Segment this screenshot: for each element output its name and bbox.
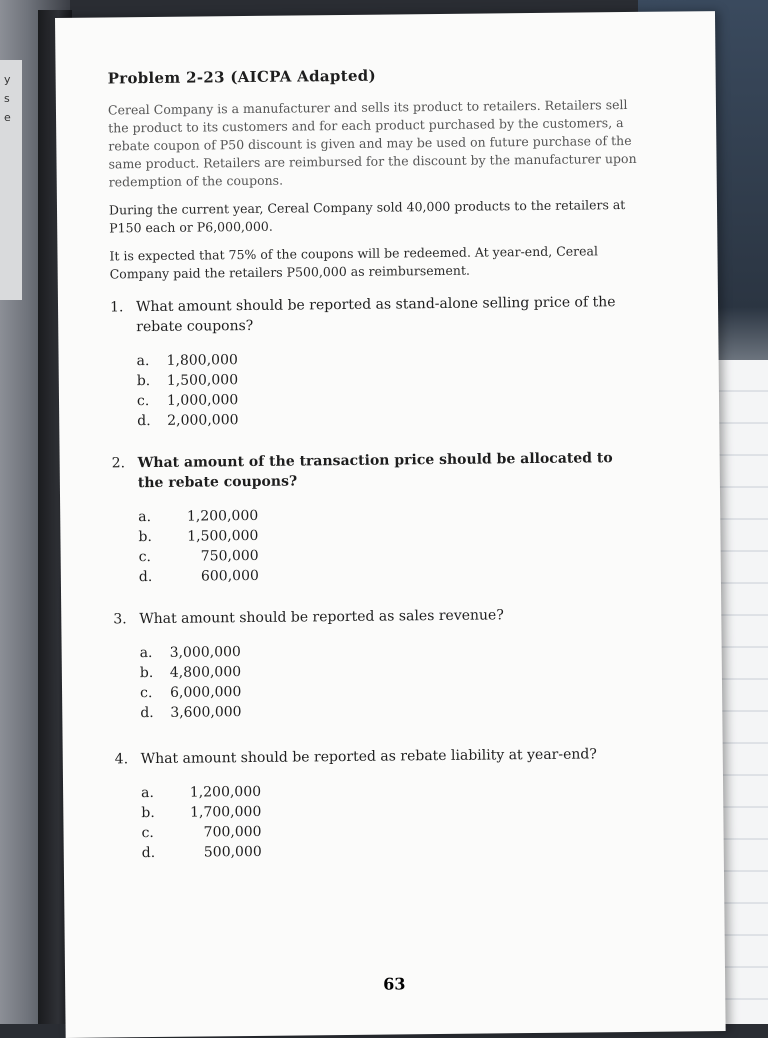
book-page (55, 11, 726, 1038)
choice-letter: b. (138, 529, 152, 546)
choice-value: 500,000 (203, 843, 262, 861)
question-text: What amount should be reported as rebate liability at year-end? (140, 746, 597, 768)
choice-letter: a. (141, 785, 155, 802)
question-text: What amount should be reported as sales revenue? (139, 607, 504, 628)
choice-letter: d. (141, 844, 156, 862)
question-number: 4. (114, 751, 129, 768)
choice-value: 1,200,000 (189, 783, 262, 801)
choice-list (140, 638, 645, 723)
choice-letter: c. (136, 393, 150, 410)
choice-letter: c. (141, 825, 154, 842)
choice-value: 700,000 (203, 823, 262, 841)
question-4 (115, 744, 646, 864)
question-1 (110, 292, 641, 432)
choice-value: 6,000,000 (169, 684, 242, 701)
choice-value: 1,200,000 (186, 507, 259, 525)
choice-value: 4,800,000 (169, 664, 242, 681)
choice-list (138, 502, 643, 587)
question-2 (112, 448, 643, 588)
adjacent-page-text: y s e (4, 73, 11, 124)
choice-value: 2,000,000 (167, 412, 239, 429)
choice-list (141, 778, 646, 863)
choice-value: 600,000 (200, 567, 259, 585)
choice-letter: b. (139, 665, 154, 682)
choice-value: 750,000 (200, 547, 259, 565)
choice-value: 1,500,000 (166, 372, 239, 389)
choice-list (136, 346, 641, 431)
choice-letter: c. (138, 549, 152, 566)
page-number: 63 (383, 974, 406, 994)
choice-letter: c. (139, 685, 153, 702)
problem-title: Problem 2-23 (AICPA Adapted) (107, 66, 377, 88)
choice-item (140, 698, 644, 723)
choice-value: 1,000,000 (166, 392, 239, 409)
question-number: 1. (109, 299, 124, 316)
choice-letter: d. (140, 705, 154, 722)
choice-value: 1,500,000 (187, 527, 259, 545)
choice-letter: b. (136, 373, 151, 390)
choice-value: 3,600,000 (170, 704, 242, 721)
choice-letter: a. (136, 353, 150, 370)
question-text: What amount should be reported as stand-alone selling price of the rebate coupons? (135, 294, 616, 336)
choice-item (139, 562, 643, 587)
choice-letter: d. (137, 413, 151, 430)
choice-letter: a. (139, 645, 153, 662)
question-3 (113, 604, 644, 724)
choice-item (142, 838, 646, 863)
question-number: 3. (113, 611, 127, 628)
problem-paragraph: During the current year, Cereal Company sold 40,000 products to the retailers at P150 each or P6,000,000. (108, 197, 626, 236)
question-text: What amount of the transaction price should be allocated to the rebate coupons? (137, 450, 613, 492)
choice-value: 3,000,000 (169, 644, 241, 661)
problem-paragraph: Cereal Company is a manufacturer and sells its product to retailers. Retailers sell the product to its customers and for each product purchased by the customers, a rebate coupon of P50 discount is given and may be used on future purchase of the same product. Retailers are reimbursed for the discount by the manufacturer upon redemption of the coupons. (107, 97, 637, 190)
choice-letter: a. (138, 509, 152, 526)
choice-value: 1,800,000 (166, 352, 238, 369)
choice-letter: b. (141, 804, 155, 822)
question-number: 2. (111, 455, 126, 472)
page-content (108, 64, 646, 864)
choice-value: 1,700,000 (189, 803, 262, 821)
choice-item (137, 406, 641, 431)
problem-paragraph: It is expected that 75% of the coupons will be redeemed. At year-end, Cereal Company paid the retailers P500,000 as reimbursement. (109, 243, 599, 282)
choice-letter: d. (138, 569, 153, 586)
